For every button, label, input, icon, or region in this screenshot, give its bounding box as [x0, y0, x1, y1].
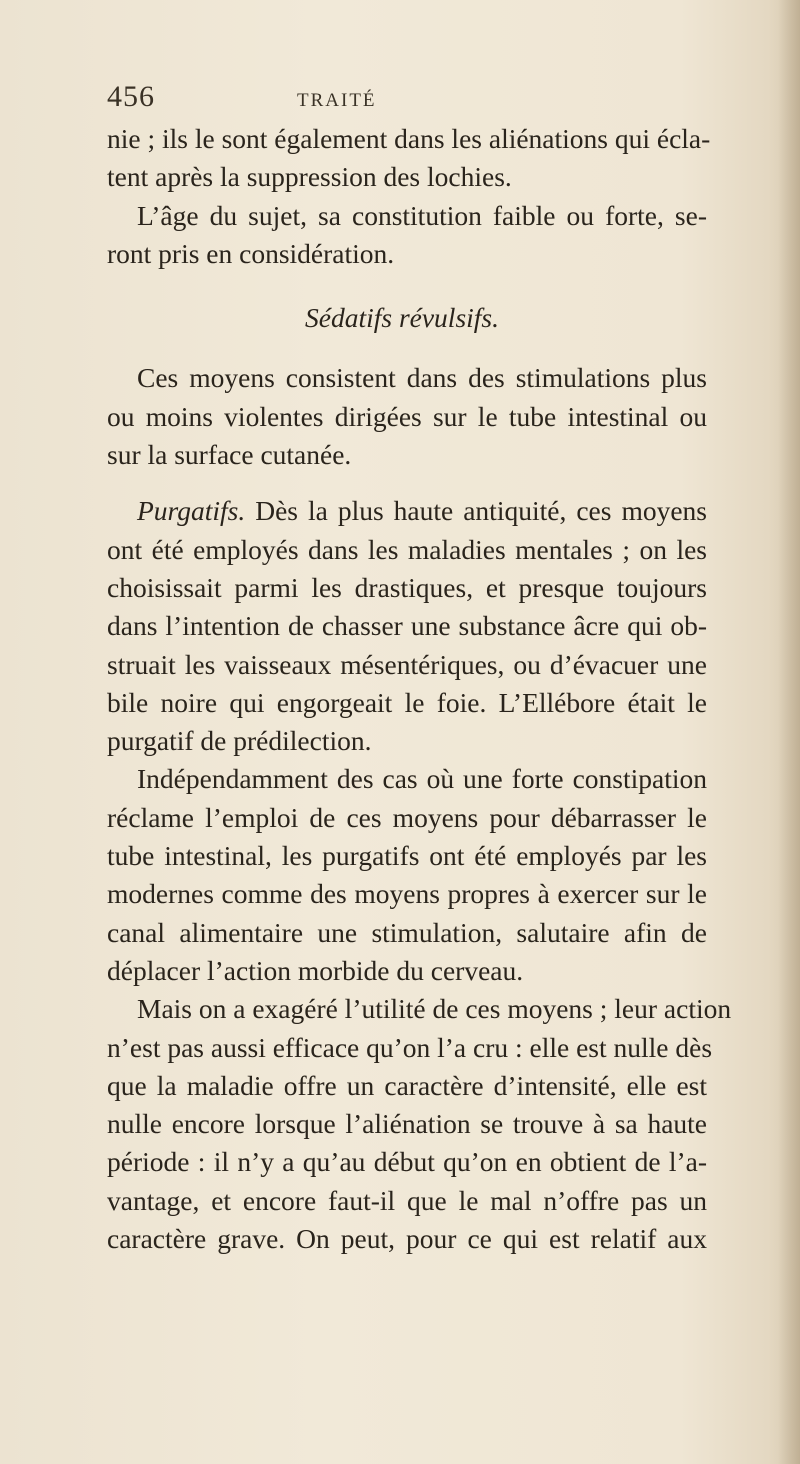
- page-edge-shadow: [778, 0, 800, 1464]
- page-number: 456: [107, 80, 155, 113]
- text-line: déplacer l’action morbide du cerveau.: [107, 954, 524, 986]
- paragraph-2: [107, 197, 707, 274]
- text-line: nie ; ils le sont également dans les aliénations qui écla-: [107, 123, 711, 154]
- text-line: purgatif de prédilection.: [107, 725, 372, 757]
- paragraph-1: [107, 120, 711, 197]
- text-line: ou moins violentes dirigées sur le tube intestinal ou: [107, 400, 707, 432]
- text-line: [107, 492, 707, 530]
- paragraph-4: [107, 492, 707, 760]
- text-line: L’âge du sujet, sa constitution faible ou forte, se-: [137, 199, 707, 231]
- paragraph-label: Purgatifs.: [137, 495, 246, 527]
- text-line: caractère grave. On peut, pour ce qui est relatif aux: [107, 1223, 707, 1255]
- text-line: tube intestinal, les purgatifs ont été employés par les: [107, 840, 707, 872]
- text-line: tent après la suppression des lochies.: [107, 161, 512, 193]
- body-text: [107, 120, 732, 1258]
- paragraph-6: [107, 990, 732, 1258]
- paragraph-gap: [107, 474, 707, 492]
- text-line: sur la surface cutanée.: [107, 439, 352, 471]
- running-head: [107, 80, 707, 120]
- text-line: modernes comme des moyens propres à exercer sur le: [107, 878, 707, 910]
- text-line: canal alimentaire une stimulation, salutaire afin de: [107, 916, 707, 948]
- text-line: Mais on a exagéré l’utilité de ces moyens ; leur action: [137, 993, 732, 1025]
- text-line: réclame l’emploi de ces moyens pour débarrasser le: [107, 801, 707, 833]
- section-heading: Sédatifs révulsifs.: [304, 302, 500, 334]
- text-line: bile noire qui engorgeait le foie. L’Ellébore était le: [107, 686, 707, 718]
- text-line: vantage, et encore faut-il que le mal n’offre pas un: [107, 1184, 707, 1216]
- text-line: choisissait parmi les drastiques, et presque toujours: [107, 571, 707, 603]
- text-line: struait les vaisseaux mésentériques, ou d’évacuer une: [107, 648, 707, 680]
- text-line: dans l’intention de chasser une substance âcre qui ob-: [107, 610, 707, 642]
- text-line: nulle encore lorsque l’aliénation se trouve à sa haute: [107, 1108, 707, 1140]
- text-line: n’est pas aussi efficace qu’on l’a cru : elle est nulle dès: [107, 1031, 713, 1063]
- text-line: ont été employés dans les maladies mentales ; on les: [107, 533, 707, 565]
- text-line: Ces moyens consistent dans des stimulations plus: [137, 362, 707, 394]
- text-line: que la maladie offre un caractère d’intensité, elle est: [107, 1069, 707, 1101]
- paragraph-3: [107, 359, 707, 474]
- text-line: Indépendamment des cas où une forte constipation: [137, 763, 707, 795]
- text-line-rest: Dès la plus haute antiquité, ces moyens: [245, 495, 707, 527]
- text-line: période : il n’y a qu’au début qu’on en obtient de l’a-: [107, 1146, 707, 1178]
- text-line: ront pris en considération.: [107, 237, 395, 269]
- paragraph-5: [107, 760, 707, 990]
- running-title: TRAITÉ: [297, 90, 377, 111]
